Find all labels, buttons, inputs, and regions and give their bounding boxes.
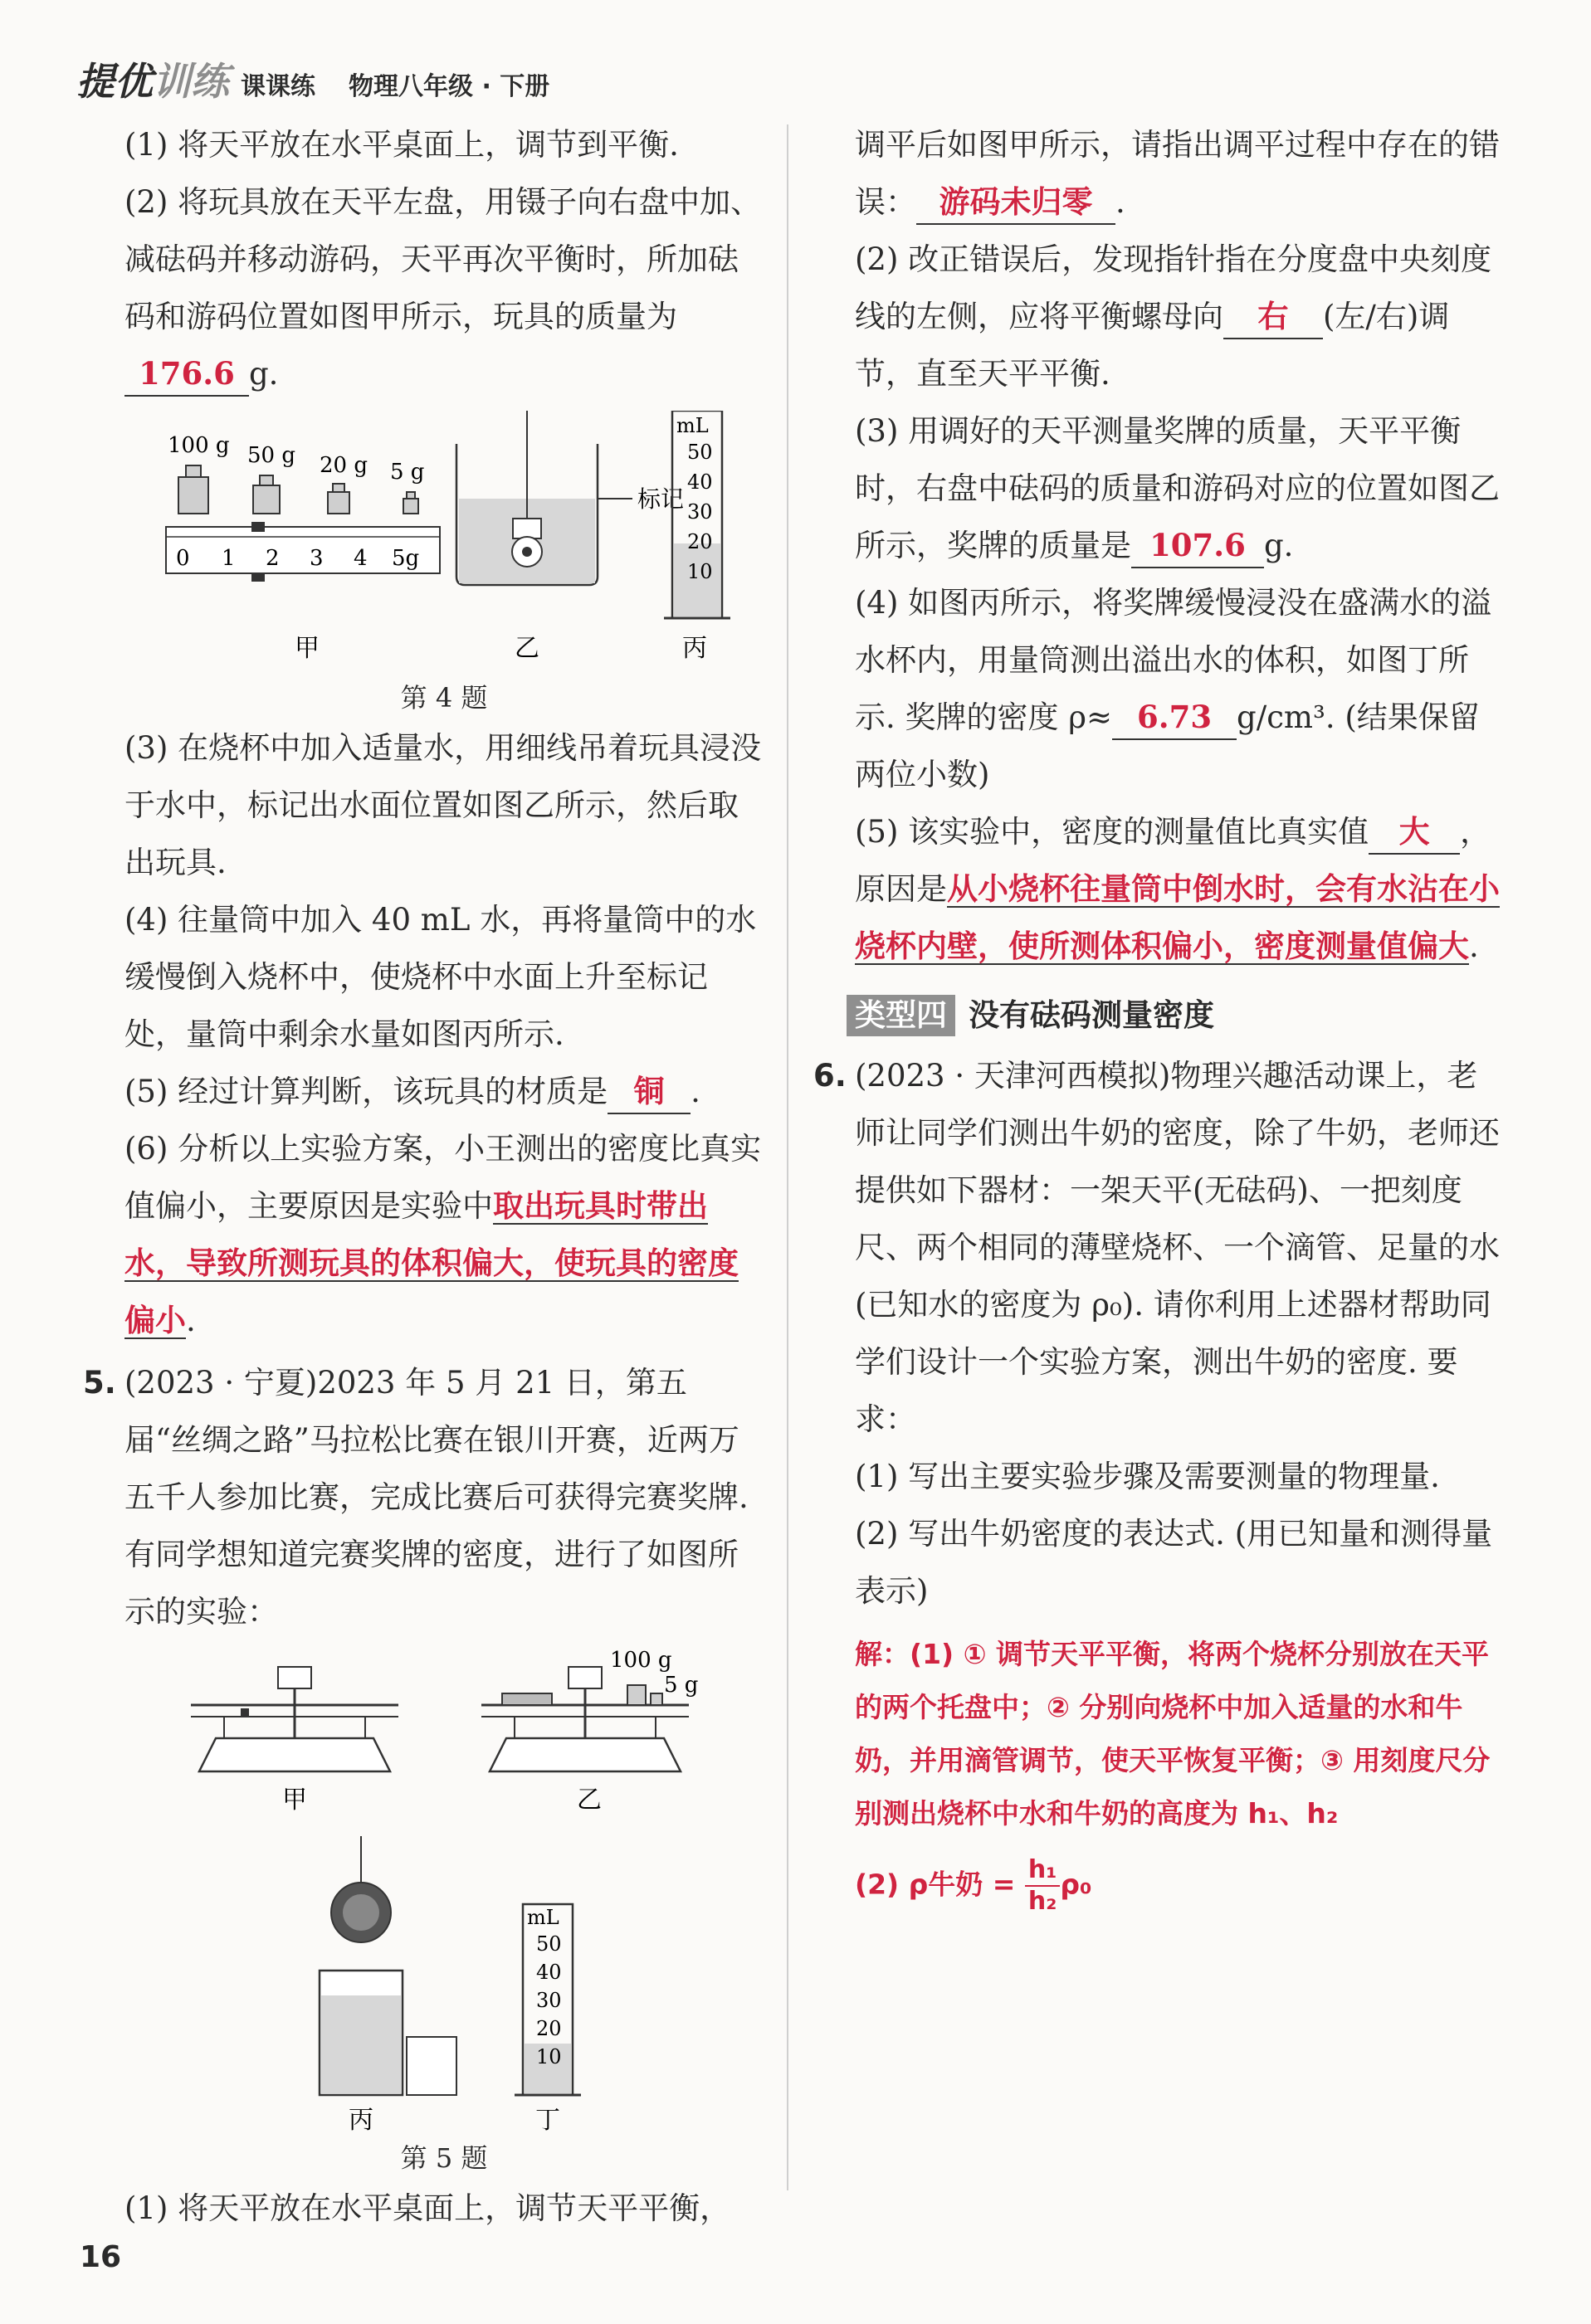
q5-step1: (1) 将天平放在水平桌面上，调节天平平衡， <box>124 2190 731 2226</box>
weight-5g <box>403 492 418 514</box>
page-number: 16 <box>80 2240 122 2274</box>
fig4-label-jia: 甲 <box>295 634 320 663</box>
q5-step4-tail: g/cm³. (结果保留两位小数) <box>855 699 1480 792</box>
fig5-label-ding: 丁 <box>535 2106 560 2135</box>
cyl5-tick-10: 10 <box>536 2045 562 2068</box>
q5-stem: (2023 · 宁夏)2023 年 5 月 21 日，第五届“丝绸之路”马拉松比赛在银川开赛，近两万五千人参加比赛，完成比赛后可获得完赛奖牌. 有同学想知道完赛奖牌的密度，进行了如图所示的实验： <box>124 1365 749 1630</box>
q5-step2-text: (2) 改正错误后，发现指针指在分度盘中央刻度线的左侧，应将平衡螺母向 <box>855 241 1492 334</box>
question-6 <box>813 1047 1502 1448</box>
q5-density-answer: 6.73 <box>1112 695 1237 740</box>
q5-mass-answer: 107.6 <box>1131 524 1264 568</box>
q5-direction-answer: 右 <box>1223 295 1323 339</box>
cyl5-unit: mL <box>527 1906 559 1929</box>
cyl5-tick-30: 30 <box>536 1989 562 2012</box>
q6-formula-rho0: ρ₀ <box>1060 1868 1092 1901</box>
cyl4-tick-20: 20 <box>687 530 713 553</box>
column-divider <box>787 124 788 2190</box>
question-5 <box>83 1354 764 1640</box>
section-heading <box>847 987 1502 1044</box>
cyl5-tick-20: 20 <box>536 2017 562 2040</box>
q6-formula-numerator: h₁ <box>1025 1855 1061 1887</box>
q6-stem: (2023 · 天津河西模拟)物理兴趣活动课上，老师让同学们测出牛奶的密度，除了牛奶，老师还提供如下器材：一架天平(无砝码)、一把刻度尺、两个相同的薄壁烧杯、一个滴管、足量的水(已知水的密度为 ρ₀). 请你利用上述器材帮助同学们设计一个实验方案，测出牛奶的密度. 要求： <box>855 1058 1500 1437</box>
q6-req1: (1) 写出主要实验步骤及需要测量的物理量. <box>855 1459 1440 1494</box>
scale-tick-0: 0 <box>176 546 190 571</box>
q4-material-answer: 铜 <box>608 1069 691 1114</box>
q6-solution-2 <box>855 1855 1502 1917</box>
water-mark-label: 标记 <box>637 485 685 513</box>
q5-step3-text: (3) 用调好的天平测量奖牌的质量，天平平衡时，右盘中砝码的质量和游码对应的位置如图乙所示，奖牌的质量是 <box>855 413 1500 563</box>
fig4-label-yi: 乙 <box>515 634 539 663</box>
q5-step4 <box>855 574 1502 803</box>
cyl4-unit: mL <box>676 414 709 437</box>
q4-step6-text: (6) 分析以上实验方案，小王测出的密度比真实值偏小，主要原因是实验中 <box>124 1131 762 1224</box>
scale-tick-4: 4 <box>354 546 368 571</box>
balance-jia <box>191 1667 398 1771</box>
q4-step5: (5) 经过计算判断，该玩具的材质是 铜 . <box>124 1063 764 1120</box>
section-tag: 类型四 <box>847 995 955 1036</box>
brand-logo-b: 训练 <box>153 59 229 104</box>
q4-step2-text: (2) 将玩具放在天平左盘，用镊子向右盘中加、减砝码并移动游码，天平再次平衡时，所加砝码和游码位置如图甲所示，玩具的质量为 <box>124 184 762 334</box>
fig4-label-bing: 丙 <box>682 634 707 663</box>
q5-step3 <box>855 402 1502 574</box>
q4-mass-answer: 176.6 <box>124 352 249 397</box>
figure-4-drawing <box>124 411 764 676</box>
q5-step5-mid: ，原因是 <box>855 814 1491 907</box>
cyl4-tick-10: 10 <box>687 560 713 583</box>
q5-step1-cont: 调平后如图甲所示，请指出调平过程中存在的错误： 游码未归零 . <box>855 116 1502 231</box>
series-subtitle: 课课练 <box>241 72 315 101</box>
left-column <box>83 116 764 2237</box>
q4-step4: (4) 往量筒中加入 40 mL 水，再将量筒中的水缓慢倒入烧杯中，使烧杯中水面上升至标记处，量筒中剩余水量如图丙所示. <box>124 902 757 1052</box>
weight-label-100g: 100 g <box>168 433 230 458</box>
q5-step5-text: (5) 该实验中，密度的测量值比真实值 <box>855 814 1369 850</box>
fig5-weight-5g: 5 g <box>664 1673 699 1698</box>
weight-label-5g: 5 g <box>390 460 425 485</box>
cyl4-tick-30: 30 <box>687 500 713 524</box>
brand-logo-a: 提优 <box>76 59 153 104</box>
q4-step1: (1) 将天平放在水平桌面上，调节到平衡. <box>124 127 679 163</box>
figure-4 <box>124 411 764 676</box>
q5-step2-tail: (左/右)调节，直至天平平衡. <box>855 299 1450 392</box>
weight-label-50g: 50 g <box>247 443 295 468</box>
weight-label-20g: 20 g <box>320 453 368 478</box>
scale-tick-1: 1 <box>222 546 236 571</box>
balance-yi <box>481 1667 689 1771</box>
scale-tick-2: 2 <box>266 546 280 571</box>
q4-step2 <box>124 173 764 402</box>
weight-100g <box>178 465 208 514</box>
q5-compare-answer: 大 <box>1369 810 1460 855</box>
figure-4-caption: 第 4 题 <box>400 682 488 714</box>
page-header <box>76 51 549 110</box>
right-column <box>813 116 1502 1917</box>
q4-step6: (6) 分析以上实验方案，小王测出的密度比真实值偏小，主要原因是实验中取出玩具时带出水，导致所测玩具的体积偏大，使玩具的密度偏小. <box>124 1131 762 1338</box>
overflow-cup-with-medal <box>320 1836 456 2095</box>
book-title: 物理八年级 · 下册 <box>349 72 550 101</box>
q5-reason-answer: 从小烧杯往量筒中倒水时，会有水沾在小烧杯内壁，使所测体积偏小，密度测量值偏大 <box>855 870 1500 964</box>
q4-step3: (3) 在烧杯中加入适量水，用细线吊着玩具浸没于水中，标记出水面位置如图乙所示，然后取出玩具. <box>124 730 762 880</box>
q4-step5-text: (5) 经过计算判断，该玩具的材质是 <box>124 1074 608 1109</box>
weight-50g <box>253 475 280 514</box>
fig5-label-bing: 丙 <box>349 2106 373 2135</box>
q6-req2: (2) 写出牛奶密度的表达式. (用已知量和测得量表示) <box>855 1516 1493 1609</box>
cyl4-tick-50: 50 <box>687 441 713 464</box>
q6-formula-lhs: (2) ρ牛奶 = <box>855 1868 1016 1901</box>
fig5-label-jia: 甲 <box>282 1786 307 1815</box>
scale-tick-3: 3 <box>310 546 324 571</box>
q5-step4-text: (4) 如图丙所示，将奖牌缓慢浸没在盛满水的溢水杯内，用量筒测出溢出水的体积，如图丁所示. 奖牌的密度 ρ≈ <box>855 585 1492 735</box>
section-title: 没有砝码测量密度 <box>969 997 1214 1033</box>
q5-step1-cont-text: 调平后如图甲所示，请指出调平过程中存在的错误： <box>855 127 1500 220</box>
q5-error-answer: 游码未归零 <box>916 180 1115 225</box>
weight-20g <box>328 484 349 514</box>
beaker-with-toy <box>456 411 632 585</box>
q5-mass-unit: g. <box>1264 528 1294 563</box>
figure-5 <box>124 1647 764 2136</box>
cyl5-tick-40: 40 <box>536 1961 562 1984</box>
q5-number: 5. <box>83 1365 116 1401</box>
q4-reason-answer: 取出玩具时带出水，导致所测玩具的体积偏大，使玩具的密度偏小 <box>124 1187 739 1338</box>
q6-number: 6. <box>813 1058 847 1094</box>
figure-5-caption: 第 5 题 <box>400 2142 488 2174</box>
cyl4-tick-40: 40 <box>687 470 713 494</box>
q4-mass-unit: g. <box>249 356 279 392</box>
q5-step2 <box>855 231 1502 402</box>
fig5-label-yi: 乙 <box>577 1786 602 1815</box>
figure-5-drawing <box>124 1647 764 2136</box>
q6-solution-1: 解：(1) ① 调节天平平衡，将两个烧杯分别放在天平的两个托盘中；② 分别向烧杯中加入适量的水和牛奶，并用滴管调节，使天平恢复平衡；③ 用刻度尺分别测出烧杯中水和牛奶的高度为 h₁、h₂ <box>855 1638 1491 1829</box>
q5-step5: (5) 该实验中，密度的测量值比真实值 大 ，原因是从小烧杯往量筒中倒水时，会有水沾在小烧杯内壁，使所测体积偏小，密度测量值偏大. <box>855 803 1502 975</box>
cyl5-tick-50: 50 <box>536 1932 562 1956</box>
fig5-weight-100g: 100 g <box>610 1648 672 1673</box>
q6-formula-denominator: h₂ <box>1027 1887 1057 1916</box>
q6-formula-fraction <box>1025 1855 1061 1917</box>
scale-tick-5g: 5g <box>392 546 420 571</box>
